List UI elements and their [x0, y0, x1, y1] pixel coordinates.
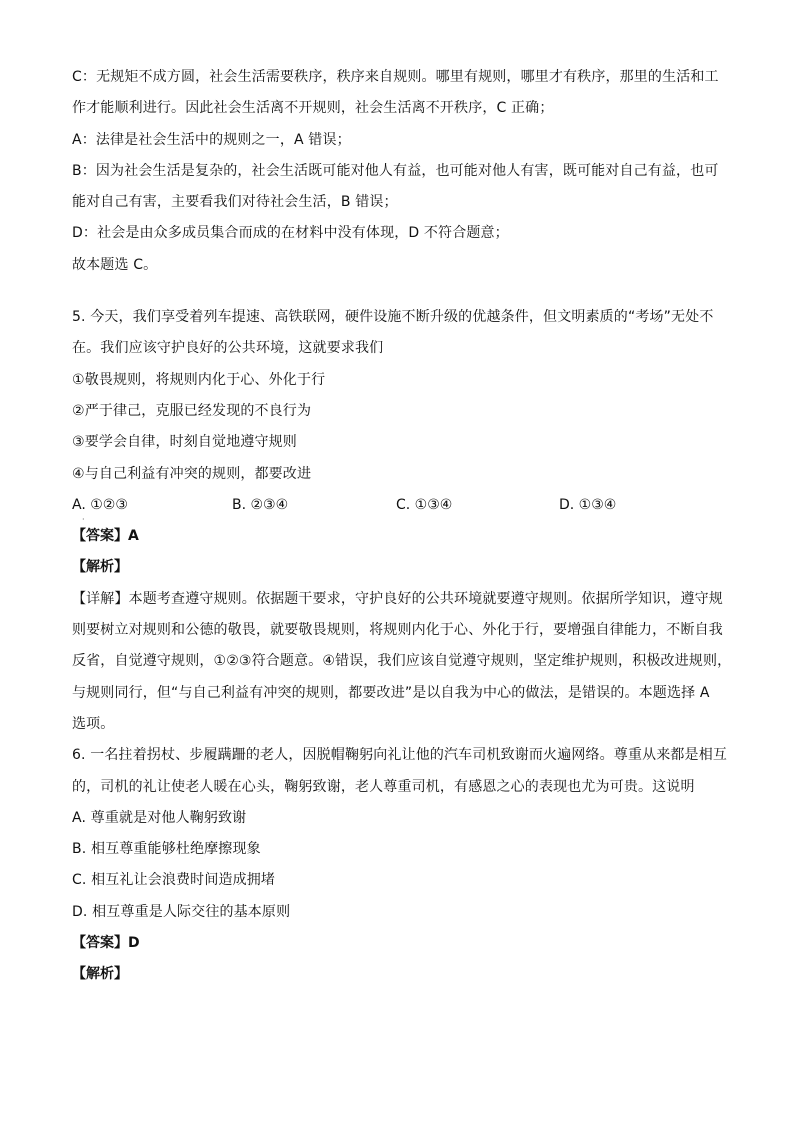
stray-mark: · — [82, 514, 85, 524]
analysis-line: 作才能顺利进行。因此社会生活离不开规则，社会生活离不开秩序，C 正确； — [72, 100, 554, 117]
question-6 — [72, 740, 734, 990]
question-stem-line: 6. 一名拄着拐杖、步履蹒跚的老人，因脱帽鞠躬向礼让他的汽车司机致谢而火遍网络。尊重从来都是相互 — [72, 747, 728, 764]
section-gap — [72, 281, 734, 302]
options-row — [72, 490, 734, 524]
option-c: C. ①③④ — [396, 496, 453, 513]
question-stem-line: 的，司机的礼让使老人暖在心头，鞠躬致谢，老人尊重司机，有感恩之心的表现也尤为可贵。这说明 — [72, 778, 695, 795]
option-b: B. 相互尊重能够杜绝摩擦现象 — [72, 841, 261, 858]
analysis-label: 【解析】 — [72, 559, 128, 576]
analysis-line: B：因为社会生活是复杂的，社会生活既可能对他人有益，也可能对他人有害，既可能对自己有益，也可 — [72, 162, 719, 179]
analysis-conclusion: 故本题选 C。 — [72, 256, 158, 273]
option-c: C. 相互礼让会浪费时间造成拥堵 — [72, 872, 276, 889]
analysis-line: 能对自己有害，主要看我们对待社会生活，B 错误； — [72, 194, 398, 211]
analysis-line: A：法律是社会生活中的规则之一，A 错误； — [72, 131, 351, 148]
detail-line: 【详解】本题考查遵守规则。依据题干要求，守护良好的公共环境就要遵守规则。依据所学知识，遵守规 — [72, 590, 723, 607]
detail-line: 选项。 — [72, 715, 115, 732]
question-stem-line: 5. 今天，我们享受着列车提速、高铁联网，硬件设施不断升级的优越条件，但文明素质的“考场”无处不 — [72, 309, 714, 326]
option-b: B. ②③④ — [232, 496, 289, 513]
page-content — [72, 62, 734, 991]
analysis-line: D：社会是由众多成员集合而成的在材料中没有体现，D 不符合题意； — [72, 225, 509, 242]
question-stem-line: 在。我们应该守护良好的公共环境，这就要求我们 — [72, 340, 384, 357]
detail-line: 则要树立对规则和公德的敬畏，就要敬畏规则，将规则内化于心、外化于行，要增强自律能力，不断自我 — [72, 622, 723, 639]
statement-item: ③要学会自律，时刻自觉地遵守规则 — [72, 434, 297, 451]
option-d: D. ①③④ — [559, 496, 617, 513]
option-a: A. ①②③ — [72, 496, 128, 513]
statement-item: ①敬畏规则，将规则内化于心、外化于行 — [72, 371, 326, 388]
option-d: D. 相互尊重是人际交往的基本原则 — [72, 903, 291, 920]
statement-item: ④与自己利益有冲突的规则，都要改进 — [72, 465, 312, 482]
detail-line: 反省，自觉遵守规则，①②③符合题意。④错误，我们应该自觉遵守规则，坚定维护规则，积极改进规则， — [72, 653, 732, 670]
detail-line: 与规则同行，但“与自己利益有冲突的规则，都要改进”是以自我为中心的做法，是错误的。本题选择 A — [72, 684, 710, 701]
statement-item: ②严于律己，克服已经发现的不良行为 — [72, 402, 312, 419]
previous-analysis — [72, 62, 734, 281]
analysis-line: C：无规矩不成方圆，社会生活需要秩序，秩序来自规则。哪里有规则，哪里才有秩序，那里的生活和工 — [72, 69, 719, 85]
option-a: A. 尊重就是对他人鞠躬致谢 — [72, 809, 247, 826]
answer-label: 【答案】A — [72, 528, 139, 545]
question-5 — [72, 302, 734, 740]
analysis-label: 【解析】 — [72, 966, 128, 983]
answer-label: 【答案】D — [72, 935, 140, 952]
